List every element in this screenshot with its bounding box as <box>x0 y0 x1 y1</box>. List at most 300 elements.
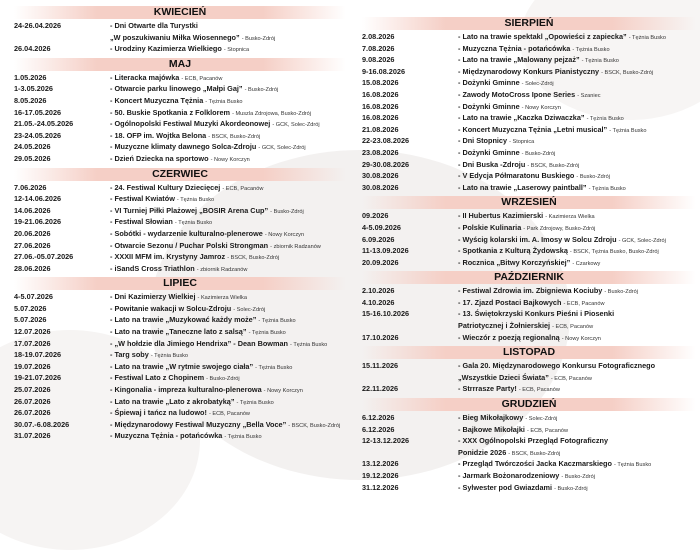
month-header: KWIECIEŃ <box>14 6 346 19</box>
event-title: - Sylwester pod Gwiazdami <box>458 482 553 492</box>
event-title-wrap <box>458 361 696 373</box>
event-title-wrap <box>110 33 346 45</box>
event-title: - Dożynki Gminne <box>458 147 520 157</box>
event-date: 26.07.2026 <box>14 408 51 418</box>
event-title: - Lato na trawie „Kaczka Dziwaczka” <box>458 113 585 123</box>
event-location: - GCK, Solec-Zdrój <box>258 145 306 152</box>
event-title: - Dożynki Gminne <box>458 78 520 88</box>
event-row <box>362 373 696 385</box>
event-row <box>362 471 696 483</box>
event-row <box>14 327 346 339</box>
event-location: - ECB, Pacanów <box>552 324 594 331</box>
event-row <box>14 142 346 154</box>
event-title: - Kingonalia - impreza kulturalno-plenerowa <box>110 385 262 395</box>
event-row <box>14 194 346 206</box>
event-location: - Tężnia Busko <box>290 341 328 348</box>
event-row <box>362 459 696 471</box>
event-title-wrap <box>458 321 696 333</box>
event-date: 12-14.06.2026 <box>14 194 62 204</box>
event-title: - Lato na trawie „Laserowy paintball” <box>458 182 587 192</box>
event-title: - Urodziny Kazimierza Wielkiego <box>110 44 222 54</box>
event-location: - ECB, Pacanów <box>563 300 605 307</box>
event-date: 24-26.04.2026 <box>14 21 62 30</box>
event-location: - Tężnia Busko <box>586 116 624 123</box>
event-location: - ECB, Pacanów <box>208 411 250 418</box>
event-title-wrap <box>458 471 696 483</box>
event-title-wrap <box>110 73 346 85</box>
event-location: - zbiornik Radzanów <box>270 243 321 250</box>
event-title: Patriotycznej i Żołnierskiej <box>458 321 551 331</box>
event-date: 21.05.-24.05.2026 <box>14 119 74 129</box>
event-location: - Tężnia Busko <box>150 353 189 360</box>
event-title-wrap <box>458 286 696 298</box>
event-title: - Międzynarodowy Festiwal Muzyczny „Bella Voce” <box>110 419 287 429</box>
event-date: 6.09.2026 <box>362 234 395 244</box>
event-row <box>14 408 346 420</box>
event-row <box>14 44 346 56</box>
event-location: - BSCK, Busko-Zdrój <box>288 422 341 429</box>
event-title: - iSandS Cross Triathlon <box>110 263 195 273</box>
event-title-wrap <box>110 292 346 304</box>
event-date: 27.06.2026 <box>14 240 51 250</box>
event-row <box>362 436 696 448</box>
event-title-wrap <box>458 448 696 460</box>
event-title-wrap <box>458 67 696 79</box>
event-title-wrap <box>110 241 346 253</box>
event-title: - Lato na trawie „Malowany pejzaż” <box>458 55 580 65</box>
event-row <box>14 339 346 351</box>
event-row <box>362 321 696 333</box>
event-title: - Literacka majówka <box>110 72 180 82</box>
event-title: - Otwarcie Sezonu / Puchar Polski Strongman <box>110 240 269 250</box>
event-title-wrap <box>458 235 696 247</box>
event-title: - XXXII MFM im. Krystyny Jamroz <box>110 252 226 262</box>
event-row <box>362 171 696 183</box>
month-header: GRUDZIEŃ <box>362 398 696 411</box>
event-location: - Czarkowy <box>572 260 601 267</box>
event-location: - ECB, Pacanów <box>181 75 223 82</box>
event-title: - Międzynarodowy Konkurs Pianistyczny <box>458 66 600 76</box>
event-title: - Dni Buska -Zdroju <box>458 159 526 169</box>
event-row <box>14 362 346 374</box>
event-row <box>14 33 346 45</box>
event-date <box>14 33 110 45</box>
event-row <box>14 84 346 96</box>
event-date: 5.07.2026 <box>14 303 47 313</box>
event-title-wrap <box>458 436 696 448</box>
event-location: - Busko-Zdrój <box>241 35 276 42</box>
event-title-wrap <box>110 229 346 241</box>
event-row <box>362 223 696 235</box>
event-title-wrap <box>458 136 696 148</box>
event-location: - Tężnia Busko <box>572 46 610 53</box>
event-title: - Otwarcie parku linowego „Małpi Gaj” <box>110 84 243 94</box>
event-date: 29-30.08.2026 <box>362 159 410 169</box>
event-title-wrap <box>110 397 346 409</box>
event-title-wrap <box>458 32 696 44</box>
event-date: 16-17.05.2026 <box>14 107 62 117</box>
event-date: 15.08.2026 <box>362 78 399 88</box>
event-date: 30.08.2026 <box>362 171 399 181</box>
event-row <box>14 229 346 241</box>
event-location: - Tężnia Busko <box>205 98 243 105</box>
event-title: - Dożynki Gminne <box>458 101 520 111</box>
event-title: - 17. Zjazd Postaci Bajkowych <box>458 297 562 307</box>
event-location: - Busko-Zdrój <box>521 150 556 157</box>
event-title-wrap <box>458 223 696 235</box>
event-location: - ECB, Pacanów <box>222 185 264 192</box>
event-title: - Lato na trawie „Muzykować każdy może” <box>110 315 257 325</box>
event-location: - ECB, Pacanów <box>518 387 560 394</box>
event-date: 26.04.2026 <box>14 44 51 54</box>
event-title-wrap <box>458 171 696 183</box>
event-row <box>14 183 346 195</box>
event-title: - V Edycja Półmaratonu Buskiego <box>458 171 575 181</box>
event-date: 20.06.2026 <box>14 228 51 238</box>
event-row <box>14 373 346 385</box>
event-title-wrap <box>458 90 696 102</box>
event-title: - Muzyczna Tężnia - potańcówka <box>110 431 223 441</box>
event-title-wrap <box>110 431 346 443</box>
event-title-wrap <box>458 384 696 396</box>
event-location: - Muszla Zdrojowa, Busko-Zdrój <box>232 110 312 117</box>
event-row <box>14 431 346 443</box>
event-date: 8.05.2026 <box>14 95 47 105</box>
event-title-wrap <box>458 246 696 258</box>
event-date: 16.08.2026 <box>362 113 399 123</box>
month-header: LIPIEC <box>14 277 346 290</box>
event-date: 30.08.2026 <box>362 182 399 192</box>
event-location: - Nowy Korczyn <box>210 156 250 163</box>
event-title-wrap <box>110 21 346 33</box>
event-location: - Nowy Korczyn <box>561 335 601 342</box>
event-date: 4.10.2026 <box>362 297 395 307</box>
event-date: 9-16.08.2026 <box>362 66 406 76</box>
event-title-wrap <box>110 194 346 206</box>
event-title-wrap <box>458 258 696 270</box>
event-date: 11-13.09.2026 <box>362 246 409 256</box>
event-date: 23-24.05.2026 <box>14 130 62 140</box>
event-date: 5.07.2026 <box>14 315 47 325</box>
event-location: - Tężnia Busko <box>255 364 293 371</box>
event-title: - 24. Festiwal Kultury Dziecięcej <box>110 182 221 192</box>
event-row <box>14 154 346 166</box>
event-location: - Nowy Korczyn <box>263 388 303 395</box>
event-title: „W poszukiwaniu Miłka Wiosennego” <box>110 32 240 42</box>
event-row <box>362 258 696 270</box>
event-date: 19.07.2026 <box>14 361 51 371</box>
event-title-wrap <box>458 425 696 437</box>
event-title: - Dzień Dziecka na sportowo <box>110 153 209 163</box>
event-title: - Przegląd Twórczości Jacka Kaczmarskiego <box>458 459 612 469</box>
event-title: „Wszystkie Dzieci Świata” <box>458 372 549 382</box>
event-title: - Lato na trawie „Taneczne lato z salsą” <box>110 327 247 337</box>
calendar-column-left <box>14 4 346 443</box>
event-row <box>14 385 346 397</box>
event-title: - Bieg Mikołajkowy <box>458 413 524 423</box>
event-location: - Solec-Zdrój <box>521 81 554 88</box>
event-title-wrap <box>458 373 696 385</box>
event-title-wrap <box>110 217 346 229</box>
event-date: 24.05.2026 <box>14 142 51 152</box>
event-title: - Festiwal Słowian <box>110 217 173 227</box>
event-title: - Gala 20. Międzynarodowego Konkursu Fotograficznego <box>458 361 656 371</box>
event-title-wrap <box>110 206 346 218</box>
month-header: CZERWIEC <box>14 168 346 181</box>
event-title: - Wyścig kolarski im. A. Imosy w Solcu Zdroju <box>458 234 617 244</box>
event-date: 20.09.2026 <box>362 257 399 267</box>
event-title-wrap <box>110 373 346 385</box>
event-title: - Wieczór z poezją regionalną <box>458 332 560 342</box>
event-row <box>362 286 696 298</box>
event-title-wrap <box>110 119 346 131</box>
event-row <box>14 241 346 253</box>
event-title-wrap <box>458 333 696 345</box>
event-date <box>362 373 458 385</box>
event-row <box>362 235 696 247</box>
event-location: - Busko-Zdrój <box>604 289 638 296</box>
event-date <box>362 321 458 333</box>
event-row <box>362 55 696 67</box>
event-location: - Tężnia Busko <box>174 220 213 227</box>
event-location: - Nowy Korczyn <box>521 104 561 111</box>
calendar-column-right <box>362 15 696 494</box>
event-date: 2.08.2026 <box>362 32 395 41</box>
event-row <box>362 67 696 79</box>
event-title-wrap <box>110 183 346 195</box>
event-location: - Tężnia Busko <box>628 35 666 41</box>
event-title: - Zawody MotoCross Ipone Series <box>458 89 576 99</box>
event-location: - ECB, Pacanów <box>550 375 592 382</box>
event-title-wrap <box>110 420 346 432</box>
event-title: - „W hołdzie dla Jimiego Hendrixa” - Dean Bowman <box>110 338 288 348</box>
event-title-wrap <box>458 102 696 114</box>
event-title-wrap <box>110 44 346 56</box>
event-date: 16.08.2026 <box>362 89 399 99</box>
event-date: 4-5.09.2026 <box>362 222 401 232</box>
event-location: - Tężnia Busko <box>581 58 619 65</box>
event-row <box>362 211 696 223</box>
event-title: Ponidzie 2026 <box>458 447 507 457</box>
event-title: - Strrrasze Party! <box>458 384 517 394</box>
event-date: 19-21.06.2026 <box>14 217 62 227</box>
event-location: - Busko-Zdrój <box>206 376 240 383</box>
event-date: 12-13.12.2026 <box>362 436 410 446</box>
event-title-wrap <box>458 309 696 321</box>
month-header: PAŹDZIERNIK <box>362 271 696 284</box>
event-title-wrap <box>110 362 346 374</box>
event-row <box>14 420 346 432</box>
event-title-wrap <box>458 55 696 67</box>
event-date: 22-23.08.2026 <box>362 136 410 146</box>
event-row <box>362 309 696 321</box>
event-location: - Nowy Korczyn <box>264 231 305 238</box>
event-title-wrap <box>458 125 696 137</box>
event-title-wrap <box>110 339 346 351</box>
event-location: - Solec-Zdrój <box>233 306 266 313</box>
event-row <box>14 73 346 85</box>
event-title: - Bajkowe Mikołajki <box>458 424 525 434</box>
event-title-wrap <box>110 154 346 166</box>
event-row <box>14 21 346 33</box>
month-header: SIERPIEŃ <box>362 17 696 30</box>
event-row <box>362 102 696 114</box>
event-row <box>362 183 696 195</box>
event-date: 31.12.2026 <box>362 482 399 492</box>
event-row <box>14 304 346 316</box>
event-date: 2.10.2026 <box>362 286 395 296</box>
event-title: - 18. OFP im. Wojtka Belona <box>110 130 207 140</box>
month-header: WRZESIEŃ <box>362 196 696 209</box>
event-title: - Koncert Muzyczna Tężnia <box>110 95 204 105</box>
event-row <box>362 298 696 310</box>
event-title: - Rocznica „Bitwy Korczyńskiej” <box>458 257 571 267</box>
event-location: - Tężnia Busko <box>614 462 652 469</box>
event-location: - Stopnica <box>509 139 535 146</box>
event-row <box>14 206 346 218</box>
event-location: - Solec-Zdrój <box>525 416 558 423</box>
event-row <box>362 483 696 495</box>
event-title: - II Hubertus Kazimierski <box>458 211 544 221</box>
event-row <box>362 361 696 373</box>
event-date: 21.08.2026 <box>362 124 399 134</box>
event-title: - Festiwal Zdrowia im. Zbigniewa Kociuby <box>458 286 603 296</box>
event-row <box>362 78 696 90</box>
event-location: - Tężnia Busko <box>588 185 626 192</box>
event-date: 29.05.2026 <box>14 153 51 163</box>
event-title: - Dni Otwarte dla Turystki <box>110 21 198 30</box>
event-title: - Jarmark Bożonarodzeniowy <box>458 471 560 480</box>
event-date: 30.07.-6.08.2026 <box>14 419 70 429</box>
event-row <box>362 32 696 44</box>
event-row <box>14 108 346 120</box>
event-title: - 13. Świętokrzyski Konkurs Pieśni i Piosenki <box>458 309 615 319</box>
event-location: - Kazimierza Wielka <box>545 214 595 221</box>
event-title: - 50. Buskie Spotkania z Folklorem <box>110 107 231 117</box>
event-date <box>362 448 458 460</box>
event-location: - Kazimierza Wielka <box>197 295 247 302</box>
event-title-wrap <box>110 96 346 108</box>
event-location: - BSCK, Busko-Zdrój <box>208 133 261 140</box>
event-title: - XXX Ogólnopolski Przegląd Fotograficzny <box>458 436 609 446</box>
event-title-wrap <box>458 113 696 125</box>
event-title: - Muzyczne klimaty dawnego Solca-Zdroju <box>110 142 257 152</box>
event-title-wrap <box>458 483 696 495</box>
event-row <box>362 384 696 396</box>
event-date: 22.11.2026 <box>362 384 399 394</box>
event-date: 7.08.2026 <box>362 43 395 53</box>
event-location: - Tężnia Busko <box>609 127 647 134</box>
event-date: 17.07.2026 <box>14 338 51 348</box>
event-date: 17.10.2026 <box>362 332 399 342</box>
event-title-wrap <box>110 264 346 276</box>
event-date: 28.06.2026 <box>14 263 51 273</box>
event-title: - Festiwal Kwiatów <box>110 194 175 204</box>
event-row <box>362 90 696 102</box>
event-location: - BSCK, Busko-Zdrój <box>601 69 654 76</box>
event-location: - Busko-Zdrój <box>554 485 588 492</box>
event-title: - Śpiewaj i tańcz na ludowo! <box>110 408 207 418</box>
event-location: - Tężnia Busko <box>176 197 215 204</box>
event-location: - Tężnia Busko <box>258 318 296 325</box>
event-title-wrap <box>110 142 346 154</box>
event-title-wrap <box>110 252 346 264</box>
event-row <box>362 44 696 56</box>
event-location: - Stopnica <box>223 47 250 54</box>
event-location: - Tężnia Busko <box>224 434 262 441</box>
event-title: - Dni Kazimierzy Wielkiej <box>110 292 196 302</box>
event-title: - VI Turniej Piłki Plażowej „BOSIR Arena Cup” <box>110 205 269 215</box>
event-location: - Tężnia Busko <box>248 330 286 337</box>
event-row <box>362 333 696 345</box>
event-date: 6.12.2026 <box>362 413 395 423</box>
event-date: 18-19.07.2026 <box>14 350 62 360</box>
event-title-wrap <box>110 304 346 316</box>
event-date: 25.07.2026 <box>14 385 51 395</box>
event-row <box>362 136 696 148</box>
event-row <box>362 160 696 172</box>
event-date: 31.07.2026 <box>14 431 51 441</box>
event-title-wrap <box>110 131 346 143</box>
event-title-wrap <box>458 413 696 425</box>
event-title-wrap <box>110 385 346 397</box>
event-date: 09.2026 <box>362 211 389 221</box>
event-location: - ECB, Pacanów <box>526 427 568 434</box>
event-date: 16.08.2026 <box>362 101 399 111</box>
event-date: 1-3.05.2026 <box>14 84 53 94</box>
event-title-wrap <box>110 327 346 339</box>
event-date: 19.12.2026 <box>362 471 399 480</box>
event-title: - Spotkania z Kulturą Żydowską <box>458 246 568 256</box>
event-location: - BSCK, Tężnia Busko, Busko-Zdrój <box>569 249 659 256</box>
event-row <box>14 252 346 264</box>
event-title-wrap <box>458 160 696 172</box>
event-row <box>14 292 346 304</box>
event-row <box>14 264 346 276</box>
event-row <box>362 413 696 425</box>
event-date: 4-5.07.2026 <box>14 292 53 302</box>
event-row <box>362 148 696 160</box>
event-location: - BSCK, Busko-Zdrój <box>527 162 580 169</box>
event-title: - Targ soby <box>110 350 149 360</box>
event-row <box>14 350 346 362</box>
event-row <box>14 131 346 143</box>
event-title-wrap <box>458 44 696 56</box>
event-location: - Tężnia Busko <box>236 399 274 406</box>
event-row <box>362 448 696 460</box>
event-row <box>14 315 346 327</box>
event-title-wrap <box>458 211 696 223</box>
event-title-wrap <box>110 84 346 96</box>
event-row <box>362 113 696 125</box>
event-title: - Polskie Kulinaria <box>458 222 522 232</box>
event-title-wrap <box>458 148 696 160</box>
event-location: - GCK, Solec-Zdrój <box>272 122 320 129</box>
event-row <box>14 217 346 229</box>
event-location: - Busko-Zdrój <box>576 174 610 181</box>
event-row <box>362 125 696 137</box>
event-title-wrap <box>110 408 346 420</box>
event-location: - zbiornik Radzanów <box>196 266 248 273</box>
event-date: 15-16.10.2026 <box>362 309 410 319</box>
event-title: - Dni Stopnicy <box>458 136 508 146</box>
event-title-wrap <box>110 108 346 120</box>
event-date: 27.06.-05.07.2026 <box>14 252 74 262</box>
event-date: 7.06.2026 <box>14 182 47 192</box>
event-row <box>362 246 696 258</box>
event-title-wrap <box>458 298 696 310</box>
event-location: - Szaniec <box>577 92 601 99</box>
